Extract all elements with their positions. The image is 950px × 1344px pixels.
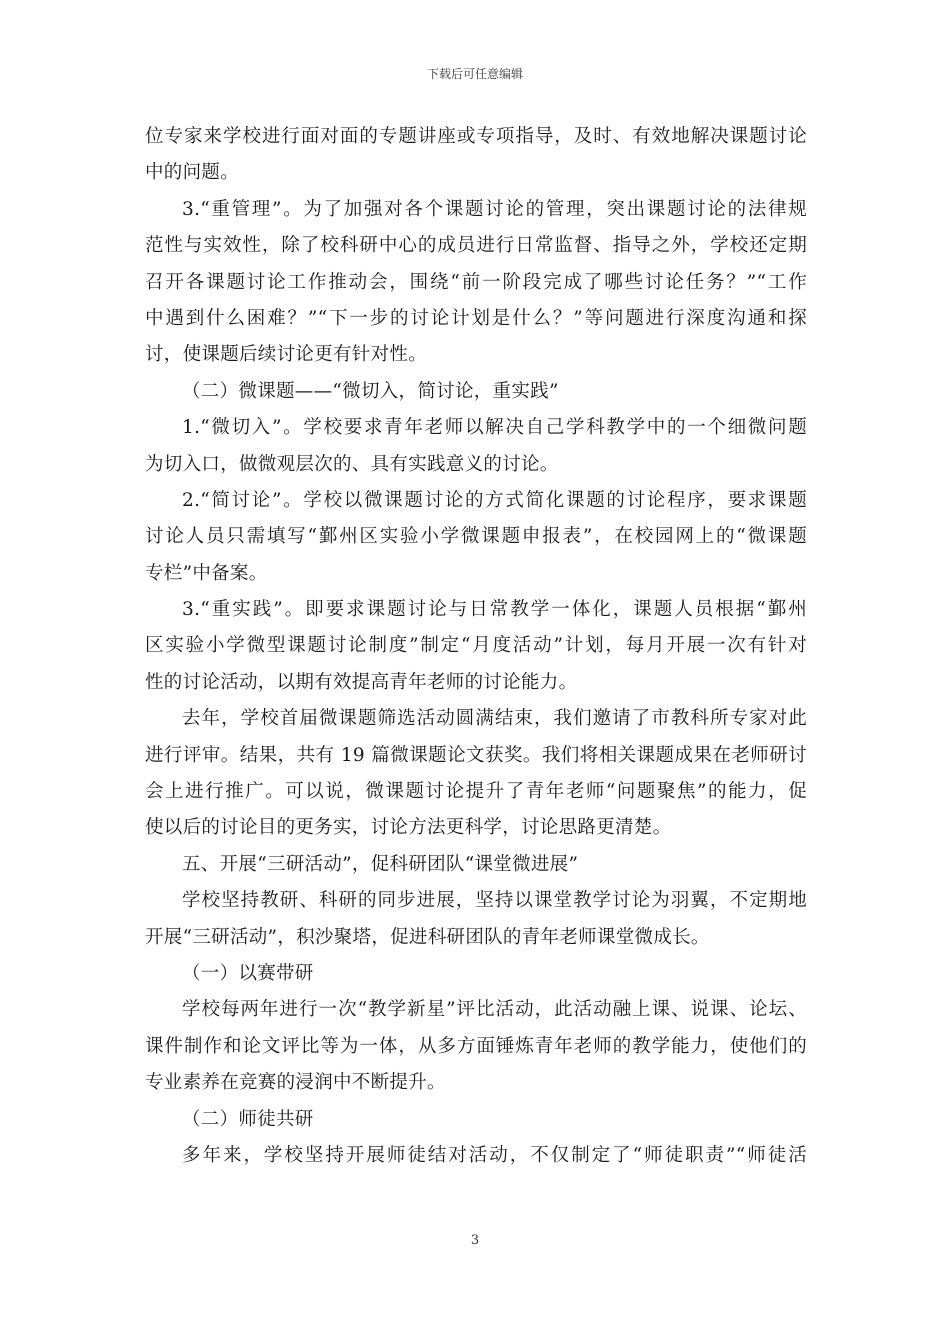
text-line: 学校坚持教研、科研的同步进展，坚持以课堂教学讨论为羽翼，不定期地 [182, 890, 807, 912]
text-line: （二）微课题——“微切入，简讨论，重实践” [182, 380, 559, 402]
text-line: 3.“重管理”。为了加强对各个课题讨论的管理，突出课题讨论的法律规 [182, 198, 807, 220]
text-line: 中遇到什么困难？”“下一步的讨论计划是什么？”等问题进行深度沟通和探 [145, 307, 807, 329]
text-line: 范性与实效性，除了校科研中心的成员进行日常监督、指导之外，学校还定期 [145, 235, 807, 257]
text-line: （二）师徒共研 [182, 1108, 314, 1130]
text-line: 多年来，学校坚持开展师徒结对活动，不仅制定了“师徒职责”“师徒活 [182, 1144, 807, 1166]
text-line: 进行评审。结果，共有 19 篇微课题论文获奖。我们将相关课题成果在老师研讨 [145, 744, 807, 766]
text-line: 1.“微切入”。学校要求青年老师以解决自己学科教学中的一个细微问题 [182, 417, 807, 439]
text-line: 中的问题。 [145, 162, 240, 184]
text-line: 位专家来学校进行面对面的专题讲座或专项指导，及时、有效地解决课题讨论 [145, 126, 807, 147]
text-line: 3.“重实践”。即要求课题讨论与日常教学一体化，课题人员根据“鄞州 [182, 599, 807, 621]
text-line: 区实验小学微型课题讨论制度”制定“月度活动”计划，每月开展一次有针对 [145, 635, 807, 657]
text-line: 专栏”中备案。 [145, 562, 268, 584]
text-line: 性的讨论活动，以期有效提高青年老师的讨论能力。 [145, 671, 578, 693]
text-line: 专业素养在竞赛的浸润中不断提升。 [145, 1072, 446, 1094]
text-line: 为切入口，做微观层次的、具有实践意义的讨论。 [145, 453, 559, 475]
text-line: 使以后的讨论目的更务实，讨论方法更科学，讨论思路更清楚。 [145, 817, 672, 839]
text-line: 讨，使课题后续讨论更有针对性。 [145, 344, 428, 366]
text-line: 课件制作和论文评比等为一体，从多方面锤炼青年老师的教学能力，使他们的 [145, 1035, 807, 1057]
text-line: 五、开展“三研活动”，促科研团队“课堂微进展” [182, 853, 579, 875]
text-line: （一）以赛带研 [182, 962, 314, 984]
page-number: 3 [470, 1233, 480, 1248]
text-line: 2.“简讨论”。学校以微课题讨论的方式简化课题的讨论程序，要求课题 [182, 489, 807, 511]
text-line: 开展“三研活动”，积沙聚塔，促进科研团队的青年老师课堂微成长。 [145, 926, 710, 948]
text-line: 召开各课题讨论工作推动会，围绕“前一阶段完成了哪些讨论任务？”“工作 [145, 271, 807, 293]
page-header: 下载后可任意编辑 [426, 67, 523, 81]
text-line: 去年，学校首届微课题筛选活动圆满结束，我们邀请了市教科所专家对此 [182, 708, 807, 730]
text-line: 学校每两年进行一次“教学新星”评比活动，此活动融上课、说课、论坛、 [182, 999, 807, 1021]
document-body [145, 119, 807, 1174]
text-line: 会上进行推广。可以说，微课题讨论提升了青年老师“问题聚焦”的能力，促 [145, 781, 807, 803]
text-line: 讨论人员只需填写“鄞州区实验小学微课题申报表”，在校园网上的“微课题 [145, 526, 807, 548]
